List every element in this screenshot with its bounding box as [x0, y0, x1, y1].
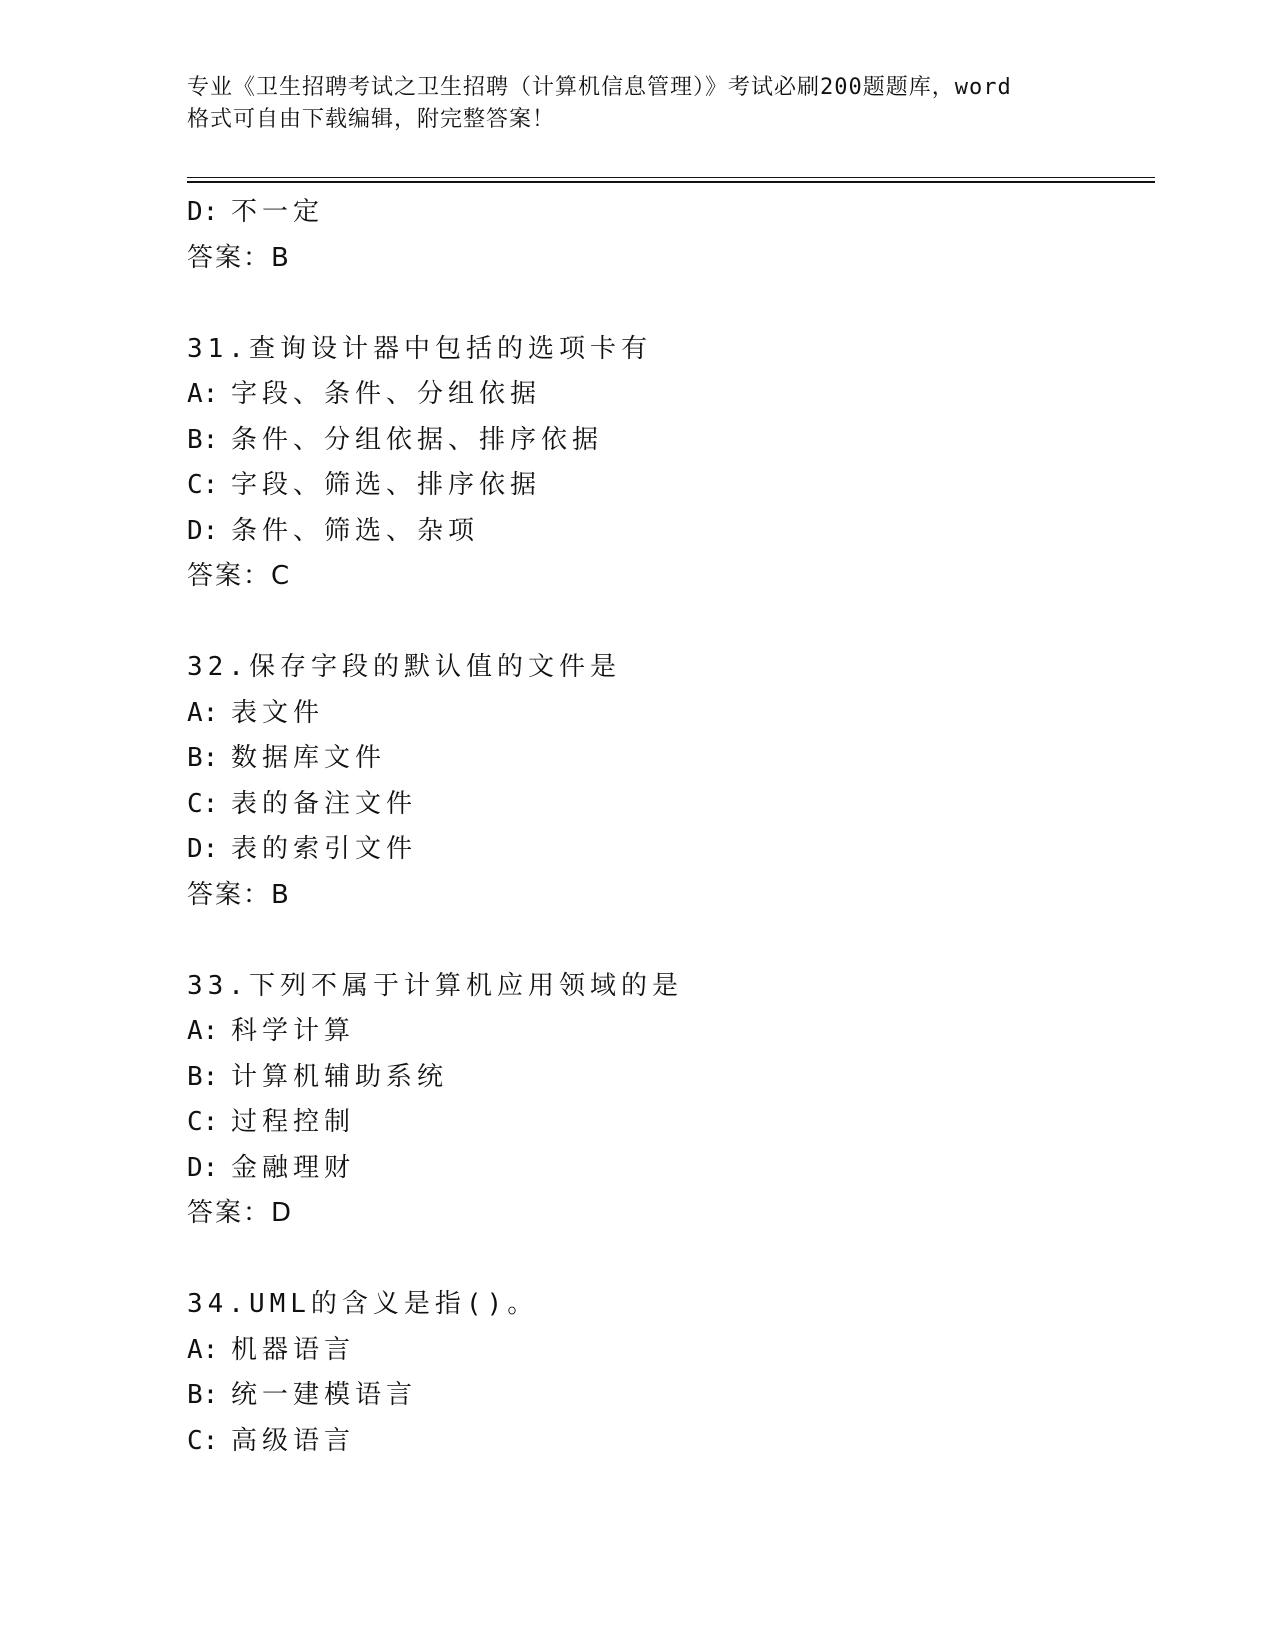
spacer	[187, 600, 1147, 646]
option-text: 科学计算	[231, 1016, 356, 1046]
option-key: B:	[187, 1061, 219, 1092]
option-key: D:	[187, 515, 219, 546]
option-row	[187, 782, 1147, 828]
option-row	[187, 190, 1147, 236]
question-block-partial	[187, 190, 1147, 281]
option-row	[187, 372, 1147, 418]
answer-label: 答案：	[187, 242, 272, 273]
question-title: 32.保存字段的默认值的文件是	[187, 652, 621, 682]
option-text: 数据库文件	[231, 743, 387, 773]
question-block	[187, 645, 1147, 918]
option-text: 统一建模语言	[231, 1380, 418, 1410]
option-key: D:	[187, 834, 219, 864]
option-key: C:	[187, 470, 219, 500]
option-text: 表文件	[231, 697, 325, 728]
answer-value: D	[271, 1198, 292, 1228]
answer-value: C	[271, 561, 290, 591]
option-key: D:	[187, 197, 219, 227]
option-text: 过程控制	[231, 1107, 356, 1137]
option-key: B:	[187, 1380, 219, 1410]
option-key: A:	[187, 1334, 219, 1365]
option-key: B:	[187, 424, 219, 455]
answer-row	[187, 236, 1147, 282]
answer-row	[187, 554, 1147, 600]
option-row	[187, 1055, 1147, 1101]
option-row	[187, 1009, 1147, 1055]
option-key: A:	[187, 697, 219, 728]
option-key: C:	[187, 1425, 219, 1456]
option-row	[187, 1328, 1147, 1374]
option-text: 金融理财	[231, 1152, 356, 1183]
spacer	[187, 281, 1147, 327]
option-text: 字段、条件、分组依据	[231, 379, 542, 409]
answer-label: 答案：	[187, 879, 272, 910]
question-block	[187, 964, 1147, 1237]
option-row	[187, 1373, 1147, 1419]
option-text: 条件、筛选、杂项	[231, 515, 480, 546]
option-row	[187, 418, 1147, 464]
option-row	[187, 1419, 1147, 1465]
option-row	[187, 691, 1147, 737]
option-key: A:	[187, 379, 219, 409]
question-block	[187, 327, 1147, 600]
option-key: D:	[187, 1152, 219, 1183]
answer-label: 答案：	[187, 1198, 272, 1228]
question-title: 31.查询设计器中包括的选项卡有	[187, 333, 652, 364]
option-key: C:	[187, 1107, 219, 1137]
option-row	[187, 1146, 1147, 1192]
option-row	[187, 827, 1147, 873]
question-list	[187, 190, 1147, 1464]
option-row	[187, 463, 1147, 509]
answer-value: B	[271, 879, 289, 910]
header-divider-thin	[187, 177, 1155, 178]
spacer	[187, 1237, 1147, 1283]
header-line-2: 格式可自由下载编辑，附完整答案！	[187, 107, 556, 132]
option-key: A:	[187, 1016, 219, 1046]
question-title: 33.下列不属于计算机应用领域的是	[187, 970, 683, 1001]
spacer	[187, 918, 1147, 964]
document-header	[187, 72, 1087, 136]
option-text: 表的备注文件	[231, 788, 418, 819]
option-text: 字段、筛选、排序依据	[231, 470, 542, 500]
answer-row	[187, 873, 1147, 919]
option-row	[187, 736, 1147, 782]
option-text: 高级语言	[231, 1425, 356, 1456]
option-row	[187, 509, 1147, 555]
header-divider-thick	[187, 181, 1155, 183]
option-text: 机器语言	[231, 1334, 356, 1365]
answer-label: 答案：	[187, 561, 272, 591]
option-key: B:	[187, 743, 219, 773]
question-block	[187, 1282, 1147, 1464]
answer-value: B	[271, 242, 289, 273]
option-text: 计算机辅助系统	[231, 1061, 449, 1092]
header-line-1: 专业《卫生招聘考试之卫生招聘（计算机信息管理）》考试必刷200题题库，word	[187, 75, 1012, 100]
option-row	[187, 1100, 1147, 1146]
answer-row	[187, 1191, 1147, 1237]
option-key: C:	[187, 788, 219, 819]
option-text: 表的索引文件	[231, 834, 418, 864]
question-title: 34.UML的含义是指()。	[187, 1289, 539, 1319]
option-text: 条件、分组依据、排序依据	[231, 424, 604, 455]
option-text: 不一定	[231, 197, 325, 227]
